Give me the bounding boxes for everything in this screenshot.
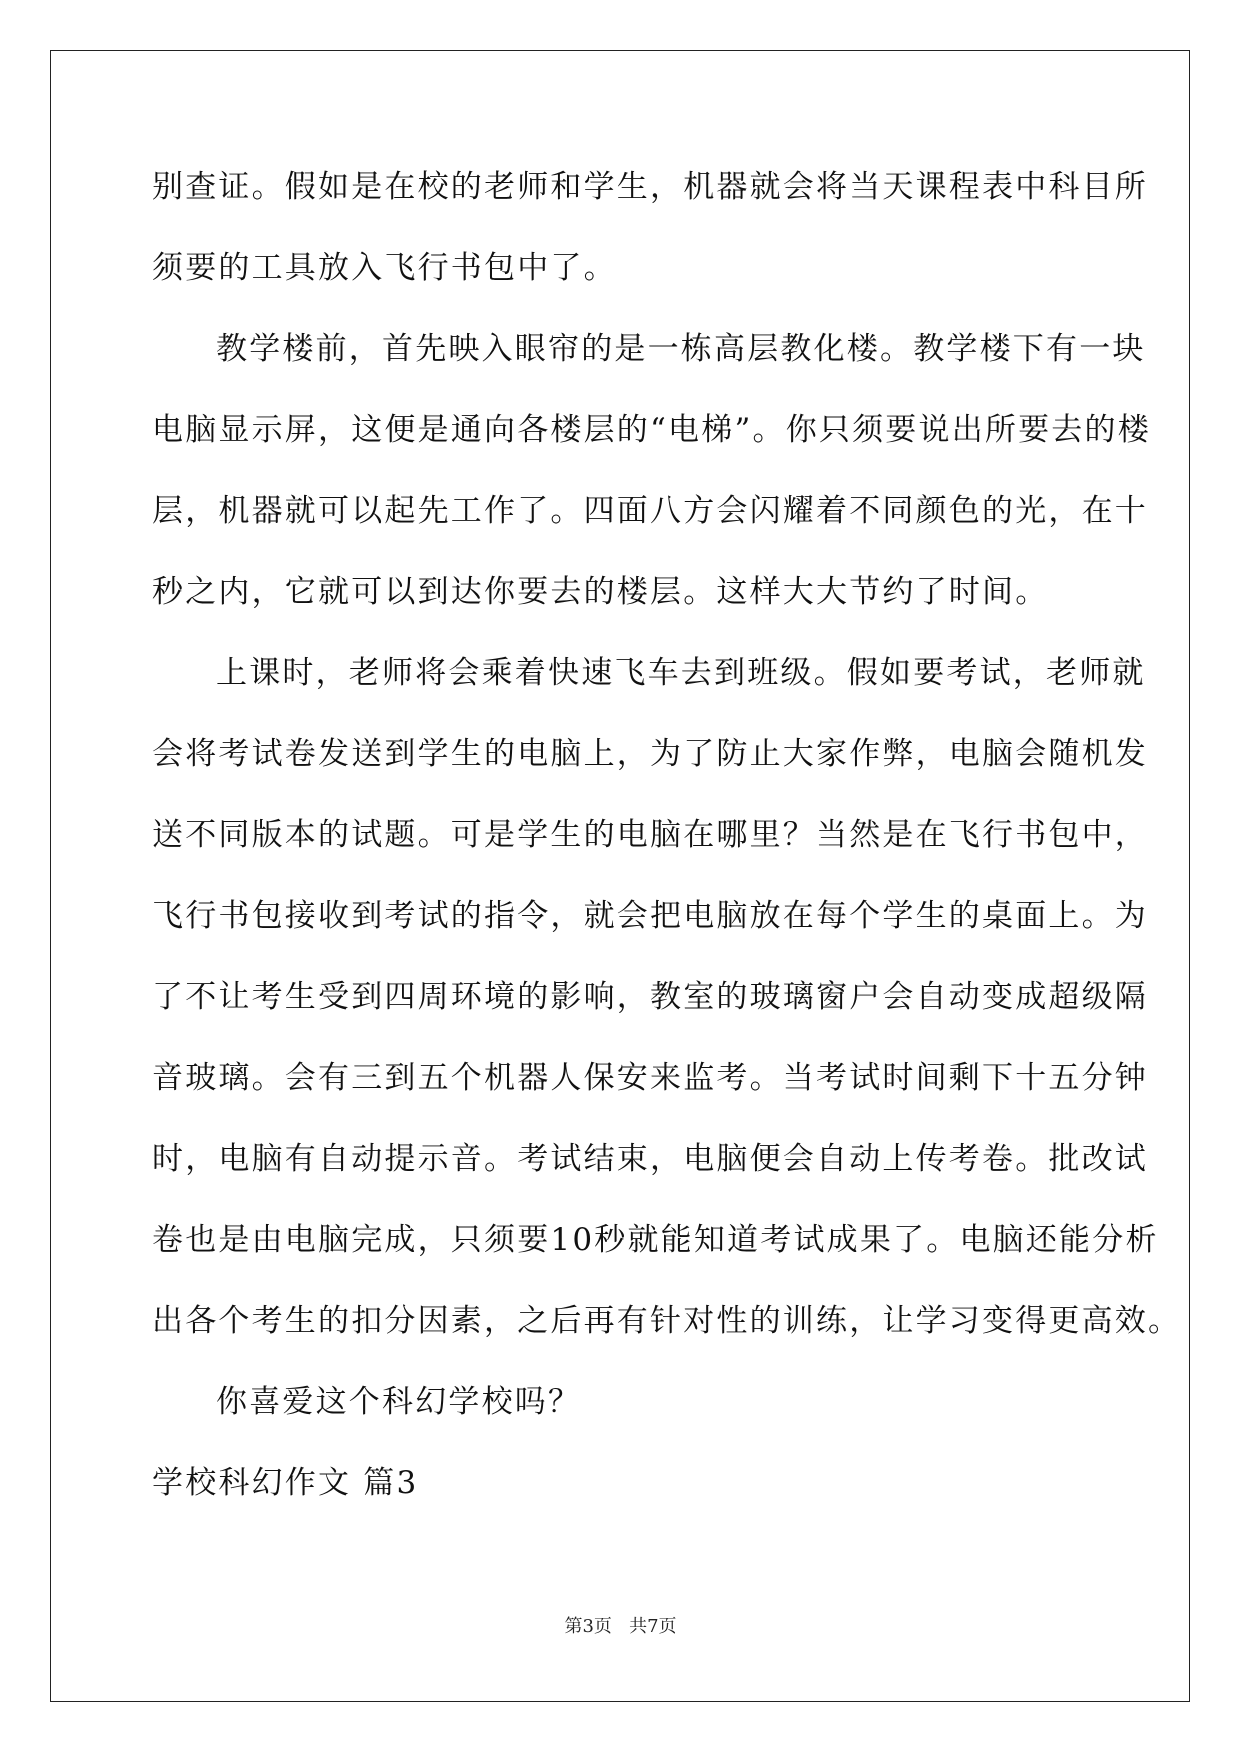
text-line: 出各个考生的扣分因素，之后再有针对性的训练，让学习变得更高效。 [152, 1303, 1182, 1339]
paragraph-start-line: 你喜爱这个科幻学校吗？ [216, 1384, 582, 1420]
text-line: 别查证。假如是在校的老师和学生，机器就会将当天课程表中科目所 [152, 169, 1148, 205]
text-line: 秒之内，它就可以到达你要去的楼层。这样大大节约了时间。 [152, 574, 1049, 610]
text-line: 送不同版本的试题。可是学生的电脑在哪里？当然是在飞行书包中， [152, 817, 1148, 853]
text-line: 须要的工具放入飞行书包中了。 [152, 250, 617, 286]
paragraph-start-line: 教学楼前，首先映入眼帘的是一栋高层教化楼。教学楼下有一块 [216, 331, 1146, 367]
text-line: 飞行书包接收到考试的指令，就会把电脑放在每个学生的桌面上。为 [152, 898, 1148, 934]
text-line: 电脑显示屏，这便是通向各楼层的“电梯”。你只须要说出所要去的楼 [152, 412, 1151, 448]
text-line: 层，机器就可以起先工作了。四面八方会闪耀着不同颜色的光，在十 [152, 493, 1148, 529]
page-number-footer: 第3页 共7页 [564, 1616, 677, 1637]
section-heading: 学校科幻作文 篇3 [152, 1465, 419, 1501]
text-line: 卷也是由电脑完成，只须要10秒就能知道考试成果了。电脑还能分析 [152, 1222, 1159, 1258]
text-line: 时，电脑有自动提示音。考试结束，电脑便会自动上传考卷。批改试 [152, 1141, 1148, 1177]
text-line: 会将考试卷发送到学生的电脑上，为了防止大家作弊，电脑会随机发 [152, 736, 1148, 772]
text-line: 音玻璃。会有三到五个机器人保安来监考。当考试时间剩下十五分钟 [152, 1060, 1148, 1096]
document-body [152, 160, 1182, 1510]
text-line: 了不让考生受到四周环境的影响，教室的玻璃窗户会自动变成超级隔 [152, 979, 1148, 1015]
paragraph-start-line: 上课时，老师将会乘着快速飞车去到班级。假如要考试，老师就 [216, 655, 1146, 691]
